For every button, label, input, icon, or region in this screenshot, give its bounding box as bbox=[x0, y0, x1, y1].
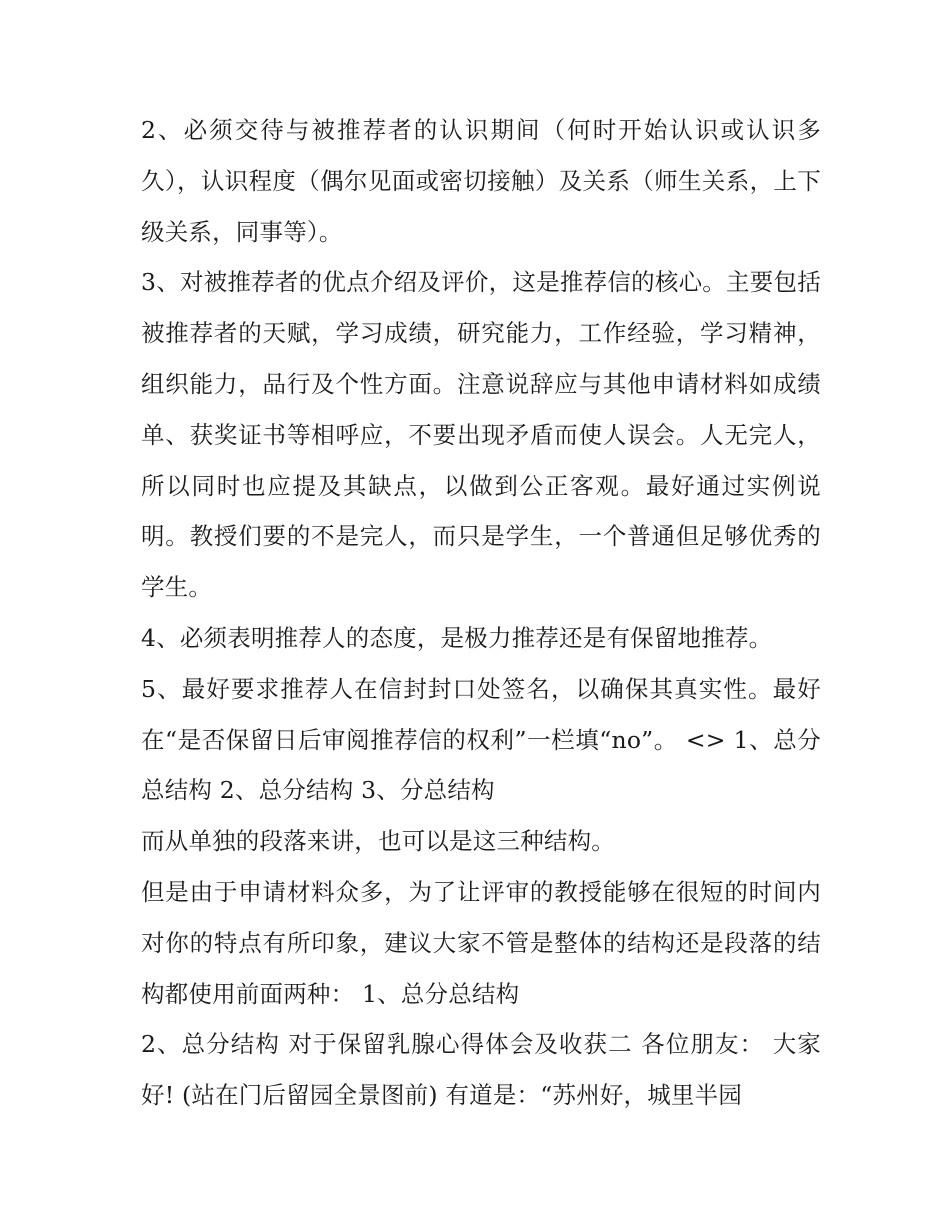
paragraph-recommender-attitude: 4、必须表明推荐人的态度，是极力推荐还是有保留地推荐。 bbox=[141, 623, 773, 652]
paragraph-signature-structures: 5、最好要求推荐人在信封封口处签名，以确保其真实性。最好在“是否保留日后审阅推荐信的权利”一栏填“no”。 <> 1、总分总结构 2、总分结构 3、分总结构 bbox=[141, 674, 821, 805]
paragraph-structure-advice: 但是由于申请材料众多，为了让评审的教授能够在很短的时间内对你的特点有所印象，建议大家不管是整体的结构还是段落的结构都使用前面两种： 1、总分总结构 bbox=[141, 877, 821, 1008]
document-body bbox=[141, 105, 821, 1121]
paragraph-strengths-evaluation: 3、对被推荐者的优点介绍及评价，这是推荐信的核心。主要包括被推荐者的天赋，学习成绩，研究能力，工作经验，学习精神，组织能力，品行及个性方面。注意说辞应与其他申请材料如成绩单、获奖证书等相呼应，不要出现矛盾而使人误会。人无完人，所以同时也应提及其缺点，以做到公正客观。最好通过实例说明。教授们要的不是完人，而只是学生，一个普通但足够优秀的学生。 bbox=[141, 268, 821, 602]
paragraph-garden-intro: 2、总分结构 对于保留乳腺心得体会及收获二 各位朋友： 大家好! (站在门后留园全景图前) 有道是：“苏州好，城里半园 bbox=[141, 1030, 821, 1110]
paragraph-single-paragraph-structure: 而从单独的段落来讲，也可以是这三种结构。 bbox=[141, 827, 615, 856]
paragraph-acquaintance-period: 2、必须交待与被推荐者的认识期间（何时开始认识或认识多久），认识程度（偶尔见面或密切接触）及关系（师生关系，上下级关系，同事等）。 bbox=[141, 116, 821, 246]
